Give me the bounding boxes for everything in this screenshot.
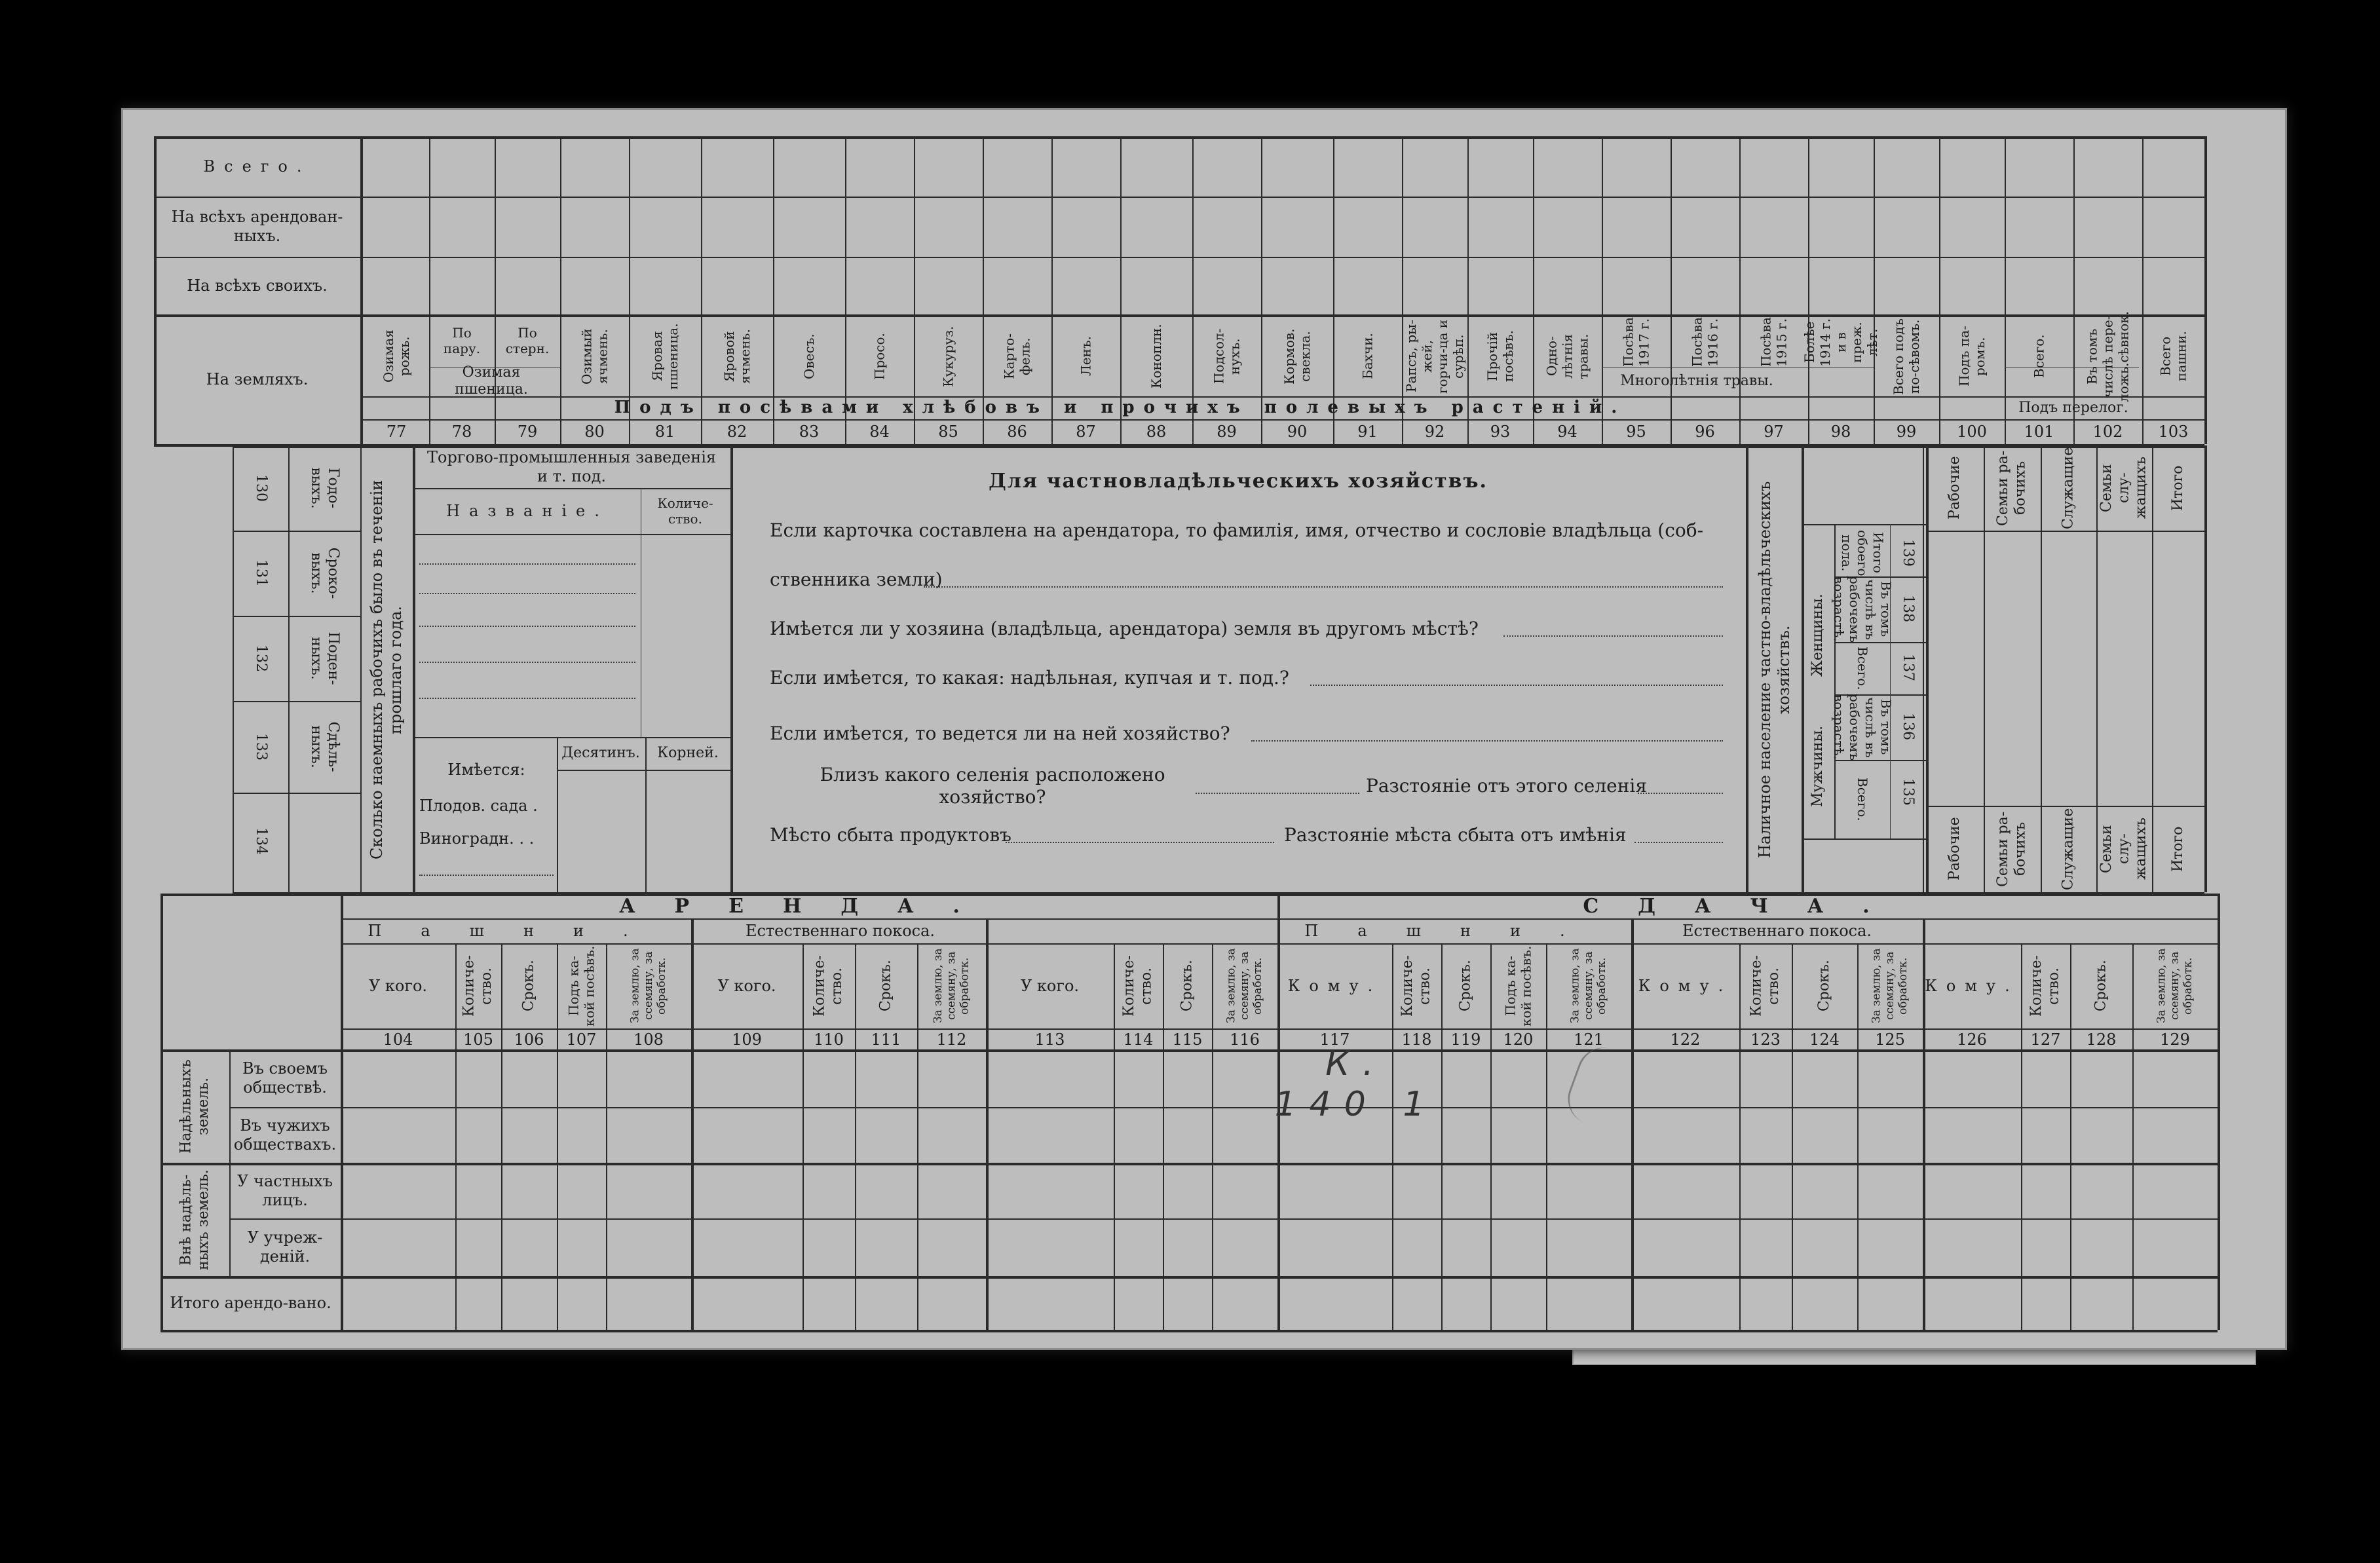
rent-group-nadel: Надѣльныхъ земель. (178, 1059, 212, 1154)
labour-num-133: 133 (253, 733, 270, 761)
pop-top-col-2: Служащие (2060, 447, 2077, 529)
rent-header-111: Срокъ. (877, 960, 894, 1012)
crop-header-95: Посѣва 1917 г. (1620, 317, 1652, 367)
labour-num-132: 132 (253, 645, 270, 672)
crop-header-81: Яровая пшеница. (649, 323, 681, 390)
pop-women-total: Всего. (1855, 646, 1870, 690)
rent-header-120: Подъ ка-кой посѣвъ. (1502, 945, 1534, 1026)
crop-header-88: Коноплн. (1148, 324, 1164, 389)
pop-bottom-col-4: Итого (2169, 826, 2186, 872)
rent-header-104: У кого. (368, 976, 428, 995)
pop-bottom-col-2: Служащие (2060, 808, 2077, 890)
crop-header-99: Всего подъ по-сѣвомъ. (1891, 318, 1922, 395)
pop-num-136: 136 (1900, 713, 1917, 740)
crop-col-num-77: 77 (386, 422, 407, 441)
labour-num-130: 130 (253, 474, 270, 502)
trade-korney-header: Корней. (657, 745, 719, 762)
crop-col-num-78: 78 (451, 422, 472, 441)
labour-label-131: Сроко-выхъ. (308, 547, 342, 599)
rent-row-own-community: Въ своемъ обществѣ. (242, 1059, 328, 1097)
pop-men: Мужчины. (1809, 725, 1826, 808)
rent-header-123: Количе-ство. (1748, 955, 1782, 1017)
crop-col-num-83: 83 (799, 422, 820, 441)
private-title: Для частновладѣльческихъ хозяйствъ. (989, 470, 1488, 493)
rent-header-107: Подъ ка-кой посѣвъ. (565, 945, 597, 1026)
row-label-own: На всѣхъ своихъ. (187, 276, 328, 295)
handwritten-entry: К. 140 1 (1274, 1044, 1438, 1124)
rent-header-115: Срокъ. (1179, 960, 1196, 1012)
rent-col-num-105: 105 (463, 1030, 493, 1049)
rent-header-129: За землю, за ссемяну, за обработк. (2155, 948, 2195, 1024)
row-label-total: Всего. (203, 157, 311, 176)
rent-arenda-banner: АРЕНДА. (619, 895, 999, 918)
crop-col-num-95: 95 (1626, 422, 1646, 441)
rent-group-vne-nadel: Внѣ надѣль-ныхъ земель. (178, 1169, 212, 1270)
rent-col-num-117: 117 (1319, 1030, 1350, 1049)
crop-header-78: По пару. (443, 325, 481, 356)
crop-col-num-97: 97 (1764, 422, 1784, 441)
crop-col-num-89: 89 (1217, 422, 1237, 441)
sdacha-pokos: Естественнаго покоса. (1682, 921, 1872, 940)
pop-bottom-col-3: Семьи слу-жащихъ (2098, 818, 2149, 880)
rent-header-122: Кому. (1638, 976, 1733, 995)
rent-row-total: Итого арендо-вано. (170, 1293, 331, 1312)
rent-col-num-118: 118 (1401, 1030, 1432, 1049)
rent-col-num-119: 119 (1450, 1030, 1481, 1049)
question-land-type: Если имѣется, то какая: надѣльная, купчая и т. под.? (770, 667, 1289, 689)
rent-col-num-111: 111 (871, 1030, 901, 1049)
rent-header-128: Срокъ. (2092, 960, 2109, 1012)
crop-header-94: Одно-лѣтнія травы. (1543, 333, 1591, 379)
trade-qty-header: Количе-ство. (657, 495, 713, 527)
crop-col-num-101: 101 (2024, 422, 2054, 441)
crop-header-103: Всего пашни. (2157, 331, 2189, 382)
crop-header-89: Подсол-нухъ. (1211, 328, 1243, 385)
rent-header-119: Срокъ. (1457, 960, 1474, 1012)
trade-has-label: Имѣется: (447, 760, 525, 779)
rent-header-126: Кому. (1925, 976, 2019, 995)
crop-header-92: Рапсъ, ры-жей, горчи-ца и сурѣп. (1403, 319, 1466, 394)
rent-header-109: У кого. (717, 976, 776, 995)
crop-col-num-80: 80 (584, 422, 605, 441)
crop-col-num-92: 92 (1424, 422, 1445, 441)
population-title: Наличное население частно-владѣльческихъ хозяйствъ. (1756, 481, 1793, 859)
handwritten-scribble (1560, 1040, 1643, 1135)
rent-col-num-107: 107 (566, 1030, 597, 1049)
crop-header-96: Посѣва 1916 г. (1689, 317, 1721, 367)
orchard-label: Плодов. сада . (419, 796, 538, 815)
rent-col-num-128: 128 (2086, 1030, 2117, 1049)
crop-col-num-84: 84 (869, 422, 890, 441)
rent-col-num-116: 116 (1230, 1030, 1260, 1049)
pop-top-col-1: Семьи ра-бочихъ (1995, 450, 2029, 526)
trade-name-header: Названіе. (446, 501, 609, 520)
vineyard-label: Виноградн. . . (419, 829, 535, 848)
arenda-pashni: Пашни. (368, 921, 668, 940)
crop-header-101: Всего. (2031, 334, 2047, 379)
crop-header-102: Въ томъ числѣ пере-ложь.сѣвнок. (2084, 311, 2132, 402)
rent-col-num-123: 123 (1750, 1030, 1781, 1049)
rent-col-num-127: 127 (2030, 1030, 2061, 1049)
arenda-pokos: Естественнаго покоса. (745, 921, 935, 940)
crop-col-num-85: 85 (938, 422, 958, 441)
rent-header-114: Количе-ство. (1121, 955, 1155, 1017)
rent-row-private-persons: У частныхъ лицъ. (237, 1172, 333, 1209)
rent-header-118: Количе-ство. (1399, 955, 1433, 1017)
crop-header-80: Озимый ячмень. (578, 328, 611, 385)
crop-col-num-96: 96 (1695, 422, 1715, 441)
rent-header-108: За землю, за ссемяну, за обработк. (628, 948, 669, 1024)
question-village-distance: Разстояніе отъ этого селенія (1366, 775, 1647, 797)
pop-bottom-col-0: Рабочие (1946, 817, 1963, 881)
subheader-perennial-grass: Многолѣтнія травы. (1620, 372, 1773, 389)
rent-row-institutions: У учреж-деній. (247, 1228, 323, 1266)
rent-col-num-122: 122 (1670, 1030, 1701, 1049)
crop-col-num-82: 82 (727, 422, 747, 441)
pop-bottom-col-1: Семьи ра-бочихъ (1995, 811, 2029, 887)
rent-header-106: Срокъ. (520, 960, 537, 1012)
labour-label-132: Поден-ныхъ. (308, 631, 342, 685)
rent-col-num-109: 109 (732, 1030, 762, 1049)
rent-header-127: Количе-ство. (2028, 955, 2062, 1017)
pop-men-total: Всего. (1855, 777, 1870, 821)
rent-header-112: За землю, за ссемяну, за обработк. (931, 948, 972, 1024)
question-market-distance: Разстояніе мѣста сбыта отъ имѣнія (1284, 824, 1627, 846)
trade-title: Торгово-промышленныя заведенія и т. под. (426, 448, 717, 485)
banner-crops: Подъ посѣвами хлѣбовъ и прочихъ полевыхъ растеній. (614, 398, 1627, 418)
crop-header-93: Прочiй посѣвъ. (1484, 330, 1516, 383)
question-nearest-village: Близъ какого селенія расположено хозяйство? (820, 764, 1165, 808)
crop-col-num-88: 88 (1146, 422, 1167, 441)
crop-header-90: Кормов. свекла. (1281, 328, 1313, 385)
rent-col-num-124: 124 (1809, 1030, 1840, 1049)
rent-header-105: Количе-ство. (461, 955, 495, 1017)
crop-header-79: По стерн. (505, 325, 550, 356)
crop-header-86: Карто-фель. (1001, 333, 1033, 380)
pop-num-139: 139 (1900, 539, 1917, 567)
pop-top-col-0: Рабочие (1946, 456, 1963, 520)
crop-col-num-94: 94 (1557, 422, 1577, 441)
subheader-fallow: Подъ перелог. (2018, 399, 2128, 416)
pop-top-col-3: Семьи слу-жащихъ (2098, 457, 2149, 519)
crop-header-100: Подъ па-ромъ. (1956, 326, 1988, 387)
crop-col-num-81: 81 (654, 422, 675, 441)
rent-row-other-community: Въ чужихъ обществахъ. (233, 1116, 337, 1154)
crop-col-num-98: 98 (1830, 422, 1851, 441)
rent-col-num-126: 126 (1957, 1030, 1987, 1049)
crop-header-82: Яровой ячмень. (721, 329, 753, 384)
crop-col-num-102: 102 (2092, 422, 2123, 441)
rent-col-num-113: 113 (1034, 1030, 1065, 1049)
hired-labour-title: Сколько наемныхъ рабочихъ было въ теченіи прошлаго года. (368, 480, 405, 860)
sdacha-pashni: Пашни. (1304, 921, 1604, 940)
crop-col-num-79: 79 (517, 422, 538, 441)
rent-col-num-106: 106 (514, 1030, 544, 1049)
rent-col-num-112: 112 (936, 1030, 967, 1049)
crop-col-num-87: 87 (1076, 422, 1096, 441)
pop-top-col-4: Итого (2169, 465, 2186, 511)
crop-col-num-100: 100 (1957, 422, 1987, 441)
rent-header-117: Кому. (1287, 976, 1382, 995)
crop-col-num-93: 93 (1490, 422, 1511, 441)
row-label-rented: На всѣхъ арендован-ныхъ. (171, 208, 343, 245)
rent-header-113: У кого. (1020, 976, 1080, 995)
crop-col-num-99: 99 (1896, 422, 1917, 441)
rent-col-num-121: 121 (1574, 1030, 1604, 1049)
rent-header-125: За землю, за ссемяну, за обработк. (1870, 948, 1910, 1024)
crop-col-num-91: 91 (1357, 422, 1378, 441)
rent-sdacha-banner: СДАЧА. (1583, 895, 1909, 918)
pop-men-working: Въ томъ числѣ въ рабочемъ возрастѣ. (1831, 693, 1894, 761)
subheader-winter-wheat: Озимая пшеница. (455, 364, 528, 398)
crop-col-num-103: 103 (2158, 422, 2189, 441)
rent-header-110: Количе-ство. (811, 955, 845, 1017)
rent-col-num-104: 104 (383, 1030, 413, 1049)
crop-header-87: Ленъ. (1078, 336, 1094, 377)
rent-header-121: За землю, за ссемяну, за обработк. (1568, 948, 1609, 1024)
crop-header-84: Просо. (871, 333, 888, 380)
crop-header-91: Бахчи. (1359, 333, 1376, 380)
crop-header-98: Болѣе 1914 г. и в преж. лѣт. (1802, 318, 1880, 367)
labour-label-130: Годо-выхъ. (308, 467, 342, 509)
question-owner-line1: Если карточка составлена на арендатора, то фамилія, имя, отчество и сословіе владѣльца (соб- (770, 519, 1704, 542)
rent-col-num-110: 110 (814, 1030, 844, 1049)
rent-header-116: За землю, за ссемяну, за обработк. (1224, 948, 1265, 1024)
pop-num-137: 137 (1900, 654, 1917, 681)
question-farming: Если имѣется, то ведется ли на ней хозяйство? (770, 723, 1230, 745)
labour-label-133: Сдѣль-ныхъ. (308, 721, 342, 772)
crop-header-85: Кукуруз. (940, 326, 956, 387)
rent-col-num-114: 114 (1123, 1030, 1154, 1049)
rent-header-124: Срокъ. (1815, 960, 1832, 1012)
question-owner-line2: ственника земли) (770, 569, 943, 591)
rent-col-num-108: 108 (633, 1030, 664, 1049)
crop-col-num-90: 90 (1287, 422, 1308, 441)
rent-col-num-120: 120 (1503, 1030, 1534, 1049)
pop-num-138: 138 (1900, 595, 1917, 622)
crop-header-83: Овесъ. (801, 333, 817, 379)
rent-col-num-115: 115 (1172, 1030, 1203, 1049)
pop-num-135: 135 (1900, 778, 1917, 806)
rent-col-num-129: 129 (2160, 1030, 2190, 1049)
rent-col-num-125: 125 (1875, 1030, 1905, 1049)
pop-women-working: Въ томъ числѣ въ рабочемъ возрастѣ. (1831, 575, 1894, 643)
crop-col-num-86: 86 (1007, 422, 1027, 441)
pop-total-both: Итого обоего пола. (1839, 529, 1886, 576)
crop-header-77: Озимая рожь. (381, 330, 412, 383)
trade-desyatin-header: Десятинъ. (561, 745, 640, 762)
pop-women: Женщины. (1809, 593, 1826, 677)
labour-num-134: 134 (253, 827, 270, 855)
question-other-land: Имѣется ли у хозяина (владѣльца, арендатора) земля въ другомъ мѣстѣ? (770, 618, 1479, 640)
labour-num-131: 131 (253, 559, 270, 587)
question-market-place: Мѣсто сбыта продуктовъ (770, 824, 1011, 846)
crop-header-97: Посѣва 1915 г. (1758, 317, 1790, 367)
row-label-on-lands: На земляхъ. (206, 369, 309, 388)
